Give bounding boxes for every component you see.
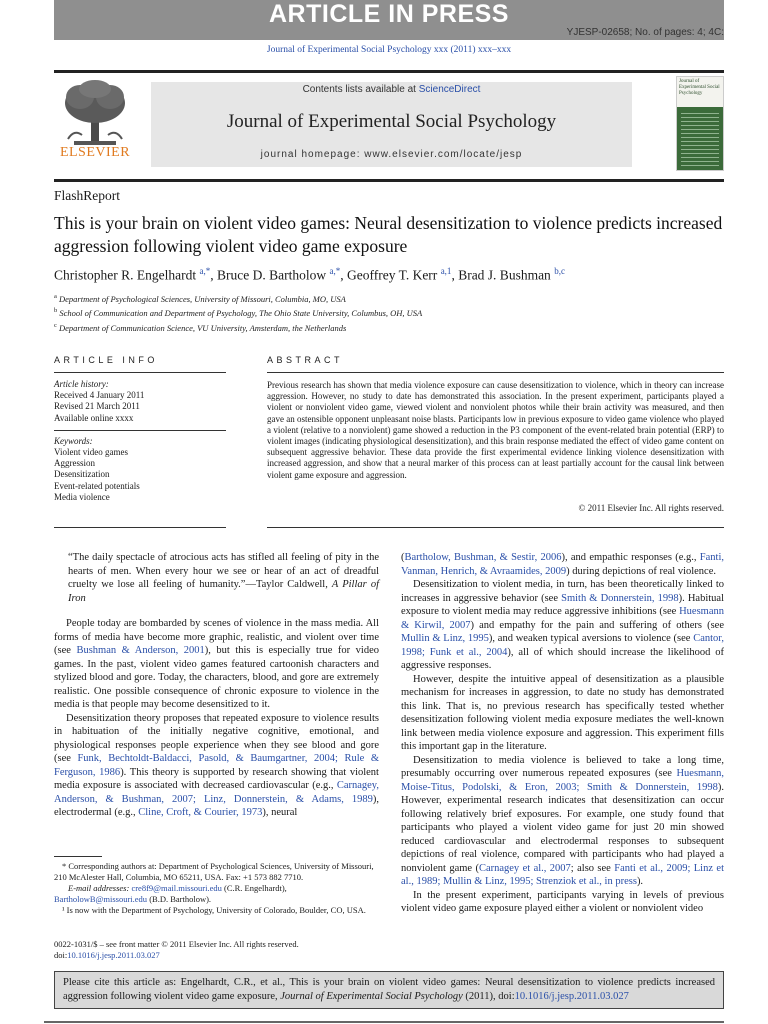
footnote-divider [54, 856, 102, 857]
reference-link[interactable]: Mullin & Linz, 1995 [401, 633, 489, 644]
history-item: Received 4 January 2011 [54, 390, 145, 401]
contents-prefix: Contents lists available at [302, 84, 419, 95]
copyright: © 2011 Elsevier Inc. All rights reserved. [578, 503, 724, 513]
issn-doi [54, 939, 299, 961]
reference-link[interactable]: Bushman & Anderson, 2001 [76, 645, 205, 656]
email-note: E-mail addresses: cre8f9@mail.missouri.edu (C.R. Engelhardt), [68, 883, 287, 893]
history-item: Available online xxxx [54, 412, 134, 423]
author-affiliation-link[interactable]: a,* [329, 266, 341, 276]
divider [54, 372, 226, 373]
body-paragraph: Desensitization theory proposes that repeated exposure to violence results in habituation of the initially negative cognitive, emotional, and physiological responses people experience when they see blood and gore (see Funk, Bechtoldt-Baldacci, Pasold, & Baumgartner, 2004; Rule & Ferguson, 1986). This theory is supported by research showing that violent media exposure is associated with decreased cardiovascular (e.g., Carnagey, Anderson, & Bushman, 2007; Linz, Donnerstein, & Adams, 1989), electrodermal (e.g., Cline, Croft, & Courier, 1973), neural [54, 712, 379, 818]
body-paragraph: In the present experiment, participants varying in levels of previous violent video game exposure played either a violent or nonviolent video [401, 889, 724, 914]
journal-title-box [151, 82, 632, 167]
email-note: BartholowB@missouri.edu (B.D. Bartholow). [54, 894, 212, 904]
keyword: Aggression [54, 458, 95, 469]
cover-contents-graphic [681, 113, 719, 169]
article-info [54, 379, 226, 503]
reference-link[interactable]: Huesmann & Kirwil, 2007 [401, 606, 724, 631]
masthead [54, 70, 724, 182]
affiliation-item: $^a$ Department of Psychological Sciences, University of Missouri, Columbia, MO, USA [54, 293, 346, 304]
email-link[interactable]: BartholowB@missouri.edu [54, 894, 148, 904]
epigraph: “The daily spectacle of atrocious acts has stifled all feeling of pity in the hearts of men. When every hour we see or hear of an act of dreadful cruelty we lose all feeling of humanity.”—Taylor Caldwell, A Pillar of Iron [68, 552, 379, 604]
history-item: Revised 21 March 2011 [54, 401, 140, 412]
keyword: Violent video games [54, 447, 128, 458]
page-bottom-divider [44, 1021, 724, 1023]
document-id: YJESP-02658; No. of pages: 4; 4C: [566, 27, 724, 38]
article-title: This is your brain on violent video games: Neural desensitization to violence predicts increased aggression following violent video game exposure [54, 213, 723, 256]
divider [267, 372, 724, 373]
divider [54, 527, 226, 528]
body-paragraph: Desensitization to violent media, in turn, has been theoretically linked to increases in aggressive behavior (see Smith & Donnerstein, 1998). Habitual exposure to violent media may reduce aggressive inhibitions (see Huesmann & Kirwil, 2007) and empathy for the pain and suffering of others (see Mullin & Linz, 1995), and weaken typical aversions to violence (see Cantor, 1998; Funk et al., 2004), all of which should increase the likelihood of aggressive responses. [401, 579, 725, 671]
affiliation-item: $^c$ Department of Communication Science, VU University, Amsterdam, the Netherlands [54, 321, 347, 333]
divider [54, 430, 226, 431]
author-name: Christopher R. Engelhardt [54, 267, 197, 283]
email-link[interactable]: cre8f9@mail.missouri.edu [131, 883, 222, 893]
body-paragraph: Desensitization to media violence is believed to take a long time, presumably occurring over numerous repeated exposures (see Huesmann, Moise-Titus, Podolski, & Eron, 2003; Smith & Donnerstein, 1998). However, experimental research indicates that desensitization can occur following relatively brief exposures. For example, one study found that participants who played a violent video game for just 20 min showed reduced cardiovascular and electrodermal responses to subsequent depictions of real violence, compared with participants who had played a nonviolent game (Carnagey et al., 2007; also see Fanti et al., 2009; Linz et al., 1989; Mullin & Linz, 1995; Strenziok et al., in press). [401, 754, 724, 887]
footnotes [54, 861, 379, 916]
reference-link[interactable]: Fanti, Vanman, Henrich, & Avraamides, 2009 [401, 552, 724, 577]
article-in-press-banner: ARTICLE IN PRESS [54, 0, 724, 40]
author-affiliation-link[interactable]: a,* [199, 266, 211, 276]
keywords-label: Keywords: [54, 435, 93, 446]
author-list: Christopher R. Engelhardt $^{a,*}$, Bruce D. Bartholow $^{a,*}$, Geoffrey T. Kerr $^{a,1}$, Brad J. Bushman $^{b,c}$ [54, 266, 565, 283]
doi-line: doi:10.1016/j.jesp.2011.03.027 [54, 950, 160, 960]
author-name: Bruce D. Bartholow [216, 267, 327, 283]
reference-link[interactable]: Carnagey et al., 2007 [478, 862, 571, 874]
article-type: FlashReport [54, 188, 120, 203]
author-name: Geoffrey T. Kerr [346, 267, 438, 283]
journal-cover-thumbnail [676, 76, 724, 171]
body-column-right [401, 551, 724, 916]
reference-link[interactable]: Smith & Donnerstein, 1998 [561, 592, 679, 604]
body-paragraph: (Bartholow, Bushman, & Sestir, 2006), and empathic responses (e.g., Fanti, Vanman, Henrich, & Avraamides, 2009) during depictions of real violence. [401, 552, 724, 577]
elsevier-tree-graphic [54, 79, 136, 149]
elsevier-tree-icon [54, 79, 136, 171]
article-info-heading: ARTICLE INFO [54, 355, 158, 365]
reference-link[interactable]: Fanti et al., 2009; Linz et al., 1989; Mullin & Linz, 1995; Strenziok et al., in press [401, 862, 724, 887]
reference-link[interactable]: Carnagey, Anderson, & Bushman, 2007; Linz, Donnerstein, & Adams, 1989 [54, 780, 379, 805]
affiliation-item: $^b$ School of Communication and Department of Psychology, The Ohio State University, Columbus, OH, USA [54, 307, 423, 319]
body-paragraph: However, despite the intuitive appeal of desensitization as a plausible mechanism for increases in aggression, to date no study has demonstrated this link. That is, no previous research has specifically tested whether desensitization following violent media exposure mediates the well-known link between media violence exposure and aggression. This experiment fills this important gap in the literature. [401, 673, 724, 752]
citation-doi-link[interactable]: 10.1016/j.jesp.2011.03.027 [514, 991, 629, 1002]
publisher-wordmark: ELSEVIER [59, 145, 131, 160]
author-affiliation-link[interactable]: b,c [554, 266, 565, 276]
corresponding-author-note: * Corresponding authors at: Department of Psychological Sciences, University of Missouri, 210 McAlester Hall, Columbia, MO 65211, USA. Fax: +1 573 882 7710. [54, 861, 374, 882]
journal-name: Journal of Experimental Social Psychology [226, 111, 557, 132]
citation-box: Please cite this article as: Engelhardt, C.R., et al., This is your brain on violent video games: Neural desensitization to violence predicts increased aggression following violent video game exposure, Journal of Experimental Social Psychology (2011), doi:10.1016/j.jesp.2011.03.027 [54, 971, 724, 1009]
cover-title: Journal of Experimental Social Psychology [677, 77, 723, 107]
keyword: Desensitization [54, 469, 110, 480]
abstract-text: Previous research has shown that media violence exposure can cause desensitization to violence, which in theory can increase aggression. However, no study to date has demonstrated this association. In the present experiment, participants played a violent or nonviolent video game, viewed violent and nonviolent photos while their brain activity was measured, and then gave an ostensible opponent unpleasant noise blasts. Participants low in previous exposure to video game violence who played a violent (relative to a nonviolent) game showed a reduction in the P3 component of the event-related brain potential (ERP) to violent images (indicating physiological desensitization), and this brain response mediated the effect of video game content on subsequent aggressive behavior. These data provide the first experimental evidence linking violence desensitization with increased aggression, and show that a neural marker of this process can at least partially account for the causal link between violent game exposure and aggression. [267, 380, 724, 480]
contents-line [151, 84, 632, 95]
affiliations [54, 291, 734, 334]
keyword: Media violence [54, 491, 110, 502]
reference-link[interactable]: Funk, Bechtoldt-Baldacci, Pasold, & Baumgartner, 2004; Rule & Ferguson, 1986 [54, 753, 379, 778]
body-column-left [54, 551, 379, 820]
reference-link[interactable]: Huesmann, Moise-Titus, Podolski, & Eron, 2003; Smith & Donnerstein, 1998 [401, 768, 724, 793]
body-paragraph: People today are bombarded by scenes of violence in the mass media. All forms of media have become more graphic, realistic, and violent over time (see Bushman & Anderson, 2001), but this is especially true for video games. In the past, violent video games featured cartoonish characters and stylized blood and gore. Today, the characters, blood, and gore are extremely realistic. One possible consequence of chronic exposure to violence in the media is that people may become desensitized to it. [54, 618, 380, 710]
doi-link[interactable]: 10.1016/j.jesp.2011.03.027 [67, 950, 160, 960]
reference-link[interactable]: Bartholow, Bushman, & Sestir, 2006 [404, 552, 562, 563]
journal-reference-link[interactable]: Journal of Experimental Social Psychology xxx (2011) xxx–xxx [266, 45, 512, 55]
abstract-heading: ABSTRACT [267, 355, 344, 365]
reference-link[interactable]: Cantor, 1998; Funk et al., 2004 [401, 633, 724, 658]
author-name: Brad J. Bushman [458, 267, 551, 283]
divider [267, 527, 724, 528]
author-affiliation-link[interactable]: a,1 [440, 266, 452, 276]
sciencedirect-link[interactable]: ScienceDirect [418, 84, 481, 95]
history-label: Article history: [54, 379, 109, 389]
footnote-1: ¹ Is now with the Department of Psychology, University of Colorado, Boulder, CO, USA. [62, 905, 366, 915]
journal-homepage-link[interactable]: journal homepage: www.elsevier.com/locate/jesp [260, 149, 523, 160]
reference-link[interactable]: Cline, Croft, & Courier, 1973 [138, 807, 263, 818]
issn-line: 0022-1031/$ – see front matter © 2011 Elsevier Inc. All rights reserved. [54, 939, 299, 949]
keyword: Event-related potentials [54, 480, 140, 491]
